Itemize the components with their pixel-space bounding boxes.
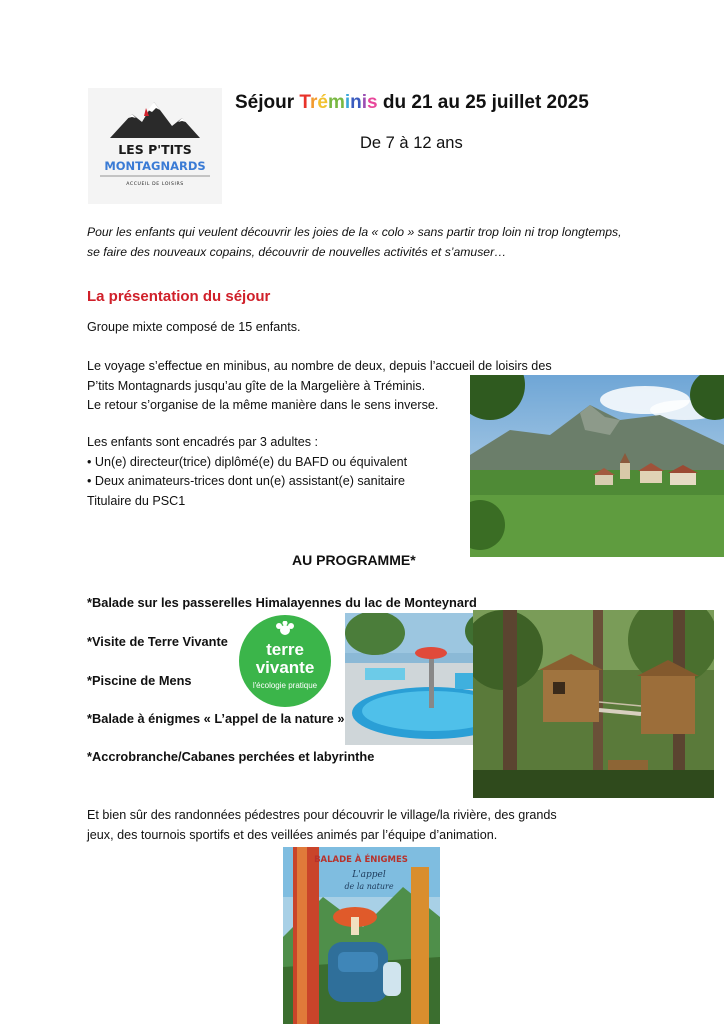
poster-image [283,847,440,1024]
village-photo [470,375,724,557]
badge-tagline: l'écologie pratique [252,681,318,690]
poster-subtitle-2: de la nature [344,882,394,891]
treehouse-photo [473,610,714,798]
outro-line: jeux, des tournois sportifs et des veillées animés par l’équipe d’animation. [87,827,498,842]
title-letter: r [309,92,318,113]
outro-line: Et bien sûr des randonnées pédestres pour découvrir le village/la rivière, des grands [87,808,557,822]
title-letter: i [344,92,351,113]
title-letter: n [350,92,362,113]
staff-line: Titulaire du PSC1 [87,493,186,508]
poster-subtitle-1: L'appel [352,870,386,880]
poster-title: BALADE À ÉNIGMES [314,855,408,865]
title-letter: i [361,92,368,113]
section-heading-presentation: La présentation du séjour [87,288,271,305]
logo-line1: LES P'TITS [118,142,192,157]
logo [88,88,222,204]
title-letter: m [327,92,345,113]
title-prefix: Séjour [235,92,300,113]
logo-subtitle: ACCUEIL DE LOISIRS [126,182,184,187]
programme-heading: AU PROGRAMME* [292,552,416,568]
page-title [235,92,655,114]
title-letter: T [299,92,310,113]
title-suffix: du 21 au 25 juillet 2025 [377,92,589,113]
leaf-icon [274,621,296,639]
activity-item: *Piscine de Mens [87,673,192,688]
terre-vivante-logo [239,615,331,707]
travel-line: Le voyage s’effectue en minibus, au nombre de deux, depuis l’accueil de loisirs des [87,359,552,373]
staff-line: Les enfants sont encadrés par 3 adultes : [87,435,319,449]
activity-item: *Visite de Terre Vivante [87,634,228,649]
badge-line1: terre [266,640,304,659]
title-place-name [299,92,377,113]
title-letter: s [367,92,378,113]
group-text: Groupe mixte composé de 15 enfants. [87,320,301,334]
activity-item: *Balade à énigmes « L’appel de la nature » [87,711,345,726]
activity-item: *Accrobranche/Cabanes perchées et labyrinthe [87,749,375,764]
staff-line: • Un(e) directeur(trice) diplômé(e) du BAFD ou équivalent [87,454,408,469]
badge-line2: vivante [255,658,315,677]
intro-text: Pour les enfants qui veulent découvrir les joies de la « colo » sans partir trop loin ni trop longtemps, se faire des nouveaux copains, découvrir de nouvelles activités et s’amuser… [87,225,622,259]
staff-paragraph [87,433,487,511]
travel-line: P’tits Montagnards jusqu’au gîte de la Margelière à Tréminis. [87,378,426,393]
age-range: De 7 à 12 ans [360,134,463,152]
travel-line: Le retour s’organise de la même manière dans le sens inverse. [87,398,439,412]
staff-line: • Deux animateurs-trices dont un(e) assistant(e) sanitaire [87,474,405,488]
activity-item: *Balade sur les passerelles Himalayennes du lac de Monteynard [87,595,477,610]
outro-paragraph [87,806,627,845]
title-letter: é [317,92,328,113]
logo-line2: MONTAGNARDS [104,159,206,173]
